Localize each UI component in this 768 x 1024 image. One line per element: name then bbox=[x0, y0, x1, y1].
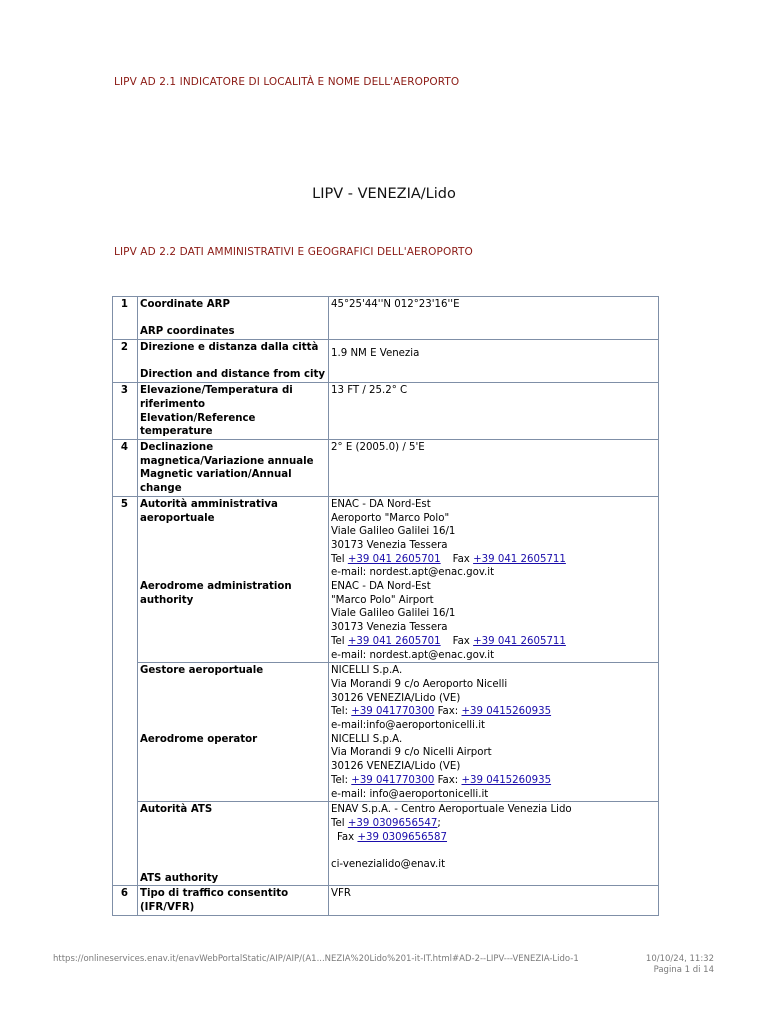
fax-link[interactable]: +39 041 2605711 bbox=[473, 553, 566, 565]
row-value-cell bbox=[329, 663, 659, 802]
label-it: Coordinate ARP bbox=[140, 299, 230, 310]
aerodrome-data-table bbox=[112, 296, 659, 916]
address-line: NICELLI S.p.A. bbox=[331, 665, 403, 677]
contact-line bbox=[331, 553, 656, 567]
row-number: 2 bbox=[113, 340, 138, 383]
label-en: Magnetic variation/Annual change bbox=[140, 469, 292, 495]
row-value: 45°25'44''N 012°23'16''E bbox=[329, 297, 659, 340]
tel-link[interactable]: +39 041 2605701 bbox=[347, 553, 441, 565]
row-number: 1 bbox=[113, 297, 138, 340]
address-line: Viale Galileo Galilei 16/1 bbox=[331, 526, 456, 538]
row-number: 5 bbox=[113, 496, 138, 886]
row-label-cell bbox=[138, 440, 329, 497]
row-value-cell bbox=[329, 496, 659, 662]
contact-line bbox=[331, 774, 656, 788]
row-label-cell bbox=[138, 340, 329, 383]
row-label-cell bbox=[138, 383, 329, 440]
address-line: ENAC - DA Nord-Est bbox=[331, 581, 431, 593]
fax-link[interactable]: +39 0309656587 bbox=[357, 831, 448, 843]
address-line: Via Morandi 9 c/o Aeroporto Nicelli bbox=[331, 678, 508, 690]
row-value-cell bbox=[329, 340, 659, 383]
page-title: LIPV - VENEZIA/Lido bbox=[312, 186, 456, 202]
fax-label: Fax bbox=[452, 553, 470, 565]
tel-link[interactable]: +39 0309656547 bbox=[347, 817, 438, 829]
fax-label: Fax bbox=[337, 831, 355, 843]
fax-link[interactable]: +39 0415260935 bbox=[461, 706, 552, 718]
table-row bbox=[113, 340, 659, 383]
row-label-cell bbox=[138, 297, 329, 340]
fax-label: Fax bbox=[452, 635, 470, 647]
address-line: 30173 Venezia Tessera bbox=[331, 622, 448, 634]
row-value-cell bbox=[329, 802, 659, 886]
footer-meta bbox=[646, 954, 714, 976]
label-it: Elevazione/Temperatura di riferimento bbox=[140, 385, 293, 410]
row-label-cell bbox=[138, 886, 329, 915]
label-it: Autorità ATS bbox=[140, 804, 213, 816]
fax-link[interactable]: +39 0415260935 bbox=[461, 774, 552, 786]
label-en: Aerodrome operator bbox=[140, 733, 258, 745]
row-value: 2° E (2005.0) / 5'E bbox=[329, 440, 659, 497]
fax-label: Fax: bbox=[437, 706, 459, 718]
address-line: ENAV S.p.A. - Centro Aeroportuale Venezia Lido bbox=[331, 804, 572, 816]
tel-link[interactable]: +39 041 2605701 bbox=[347, 635, 441, 647]
row-label-cell bbox=[138, 496, 329, 662]
address-line: 30126 VENEZIA/Lido (VE) bbox=[331, 761, 461, 773]
tel-suffix: ; bbox=[437, 817, 441, 829]
address-line: 30173 Venezia Tessera bbox=[331, 539, 448, 551]
tel-label: Tel bbox=[331, 553, 345, 565]
footer-datetime: 10/10/24, 11:32 bbox=[645, 954, 714, 964]
contact-line bbox=[331, 635, 656, 649]
address-line: Viale Galileo Galilei 16/1 bbox=[331, 608, 456, 620]
contact-line bbox=[331, 831, 656, 845]
label-en: Elevation/Reference temperature bbox=[140, 412, 256, 438]
table-row bbox=[113, 496, 659, 662]
row-number: 6 bbox=[113, 886, 138, 915]
fax-link[interactable]: +39 041 2605711 bbox=[473, 635, 566, 647]
row-value: 1.9 NM E Venezia bbox=[331, 348, 420, 360]
label-en: ARP coordinates bbox=[140, 326, 235, 338]
row-number: 3 bbox=[113, 383, 138, 440]
address-line: 30126 VENEZIA/Lido (VE) bbox=[331, 692, 461, 704]
section-heading-ad-2-1: LIPV AD 2.1 INDICATORE DI LOCALITÀ E NOME DELL'AEROPORTO bbox=[114, 76, 460, 88]
table-row bbox=[113, 663, 659, 802]
label-it: Gestore aeroportuale bbox=[140, 665, 264, 677]
row-value: 13 FT / 25.2° C bbox=[329, 383, 659, 440]
label-en: Direction and distance from city bbox=[140, 369, 326, 381]
contact-line bbox=[331, 705, 656, 719]
contact-line bbox=[331, 817, 656, 831]
footer-url: https://onlineservices.enav.it/enavWebPortalStatic/AIP/AIP/(A1...NEZIA%20Lido%201-it-IT.html#AD-2--LIPV---VENEZIA-Lido-1 bbox=[53, 954, 579, 964]
table-row bbox=[113, 440, 659, 497]
tel-label: Tel bbox=[331, 817, 345, 829]
row-label-cell bbox=[138, 663, 329, 802]
table-row bbox=[113, 383, 659, 440]
tel-label: Tel: bbox=[331, 706, 349, 718]
table-row bbox=[113, 886, 659, 915]
tel-link[interactable]: +39 041770300 bbox=[351, 706, 435, 718]
address-line: Via Morandi 9 c/o Nicelli Airport bbox=[331, 747, 492, 759]
fax-label: Fax: bbox=[437, 774, 459, 786]
address-line: ENAC - DA Nord-Est bbox=[331, 498, 431, 510]
tel-label: Tel: bbox=[331, 774, 349, 786]
footer-page-number: Pagina 1 di 14 bbox=[653, 965, 714, 975]
email-text: e-mail: nordest.apt@enac.gov.it bbox=[331, 567, 495, 579]
address-line: "Marco Polo" Airport bbox=[331, 594, 434, 606]
email-text: e-mail:info@aeroportonicelli.it bbox=[331, 720, 486, 732]
table-row bbox=[113, 297, 659, 340]
tel-label: Tel bbox=[331, 635, 345, 647]
row-number: 4 bbox=[113, 440, 138, 497]
table-row bbox=[113, 802, 659, 886]
email-text: ci-venezialido@enav.it bbox=[331, 859, 446, 871]
label-it: Autorità amministrativa aeroportuale bbox=[140, 498, 278, 524]
label-it: Tipo di traffico consentito (IFR/VFR) bbox=[140, 888, 289, 914]
address-line: Aeroporto "Marco Polo" bbox=[331, 512, 450, 524]
address-line: NICELLI S.p.A. bbox=[331, 733, 403, 745]
label-en: Aerodrome administration authority bbox=[140, 581, 292, 606]
section-heading-ad-2-2: LIPV AD 2.2 DATI AMMINISTRATIVI E GEOGRAFICI DELL'AEROPORTO bbox=[114, 246, 473, 258]
label-en: ATS authority bbox=[140, 872, 219, 884]
email-text: e-mail: nordest.apt@enac.gov.it bbox=[331, 649, 495, 661]
row-value: VFR bbox=[329, 886, 659, 915]
email-text: e-mail: info@aeroportonicelli.it bbox=[331, 788, 489, 800]
label-it: Declinazione magnetica/Variazione annuale bbox=[140, 442, 314, 467]
label-it: Direzione e distanza dalla città bbox=[140, 342, 319, 354]
row-label-cell bbox=[138, 802, 329, 886]
tel-link[interactable]: +39 041770300 bbox=[351, 774, 435, 786]
